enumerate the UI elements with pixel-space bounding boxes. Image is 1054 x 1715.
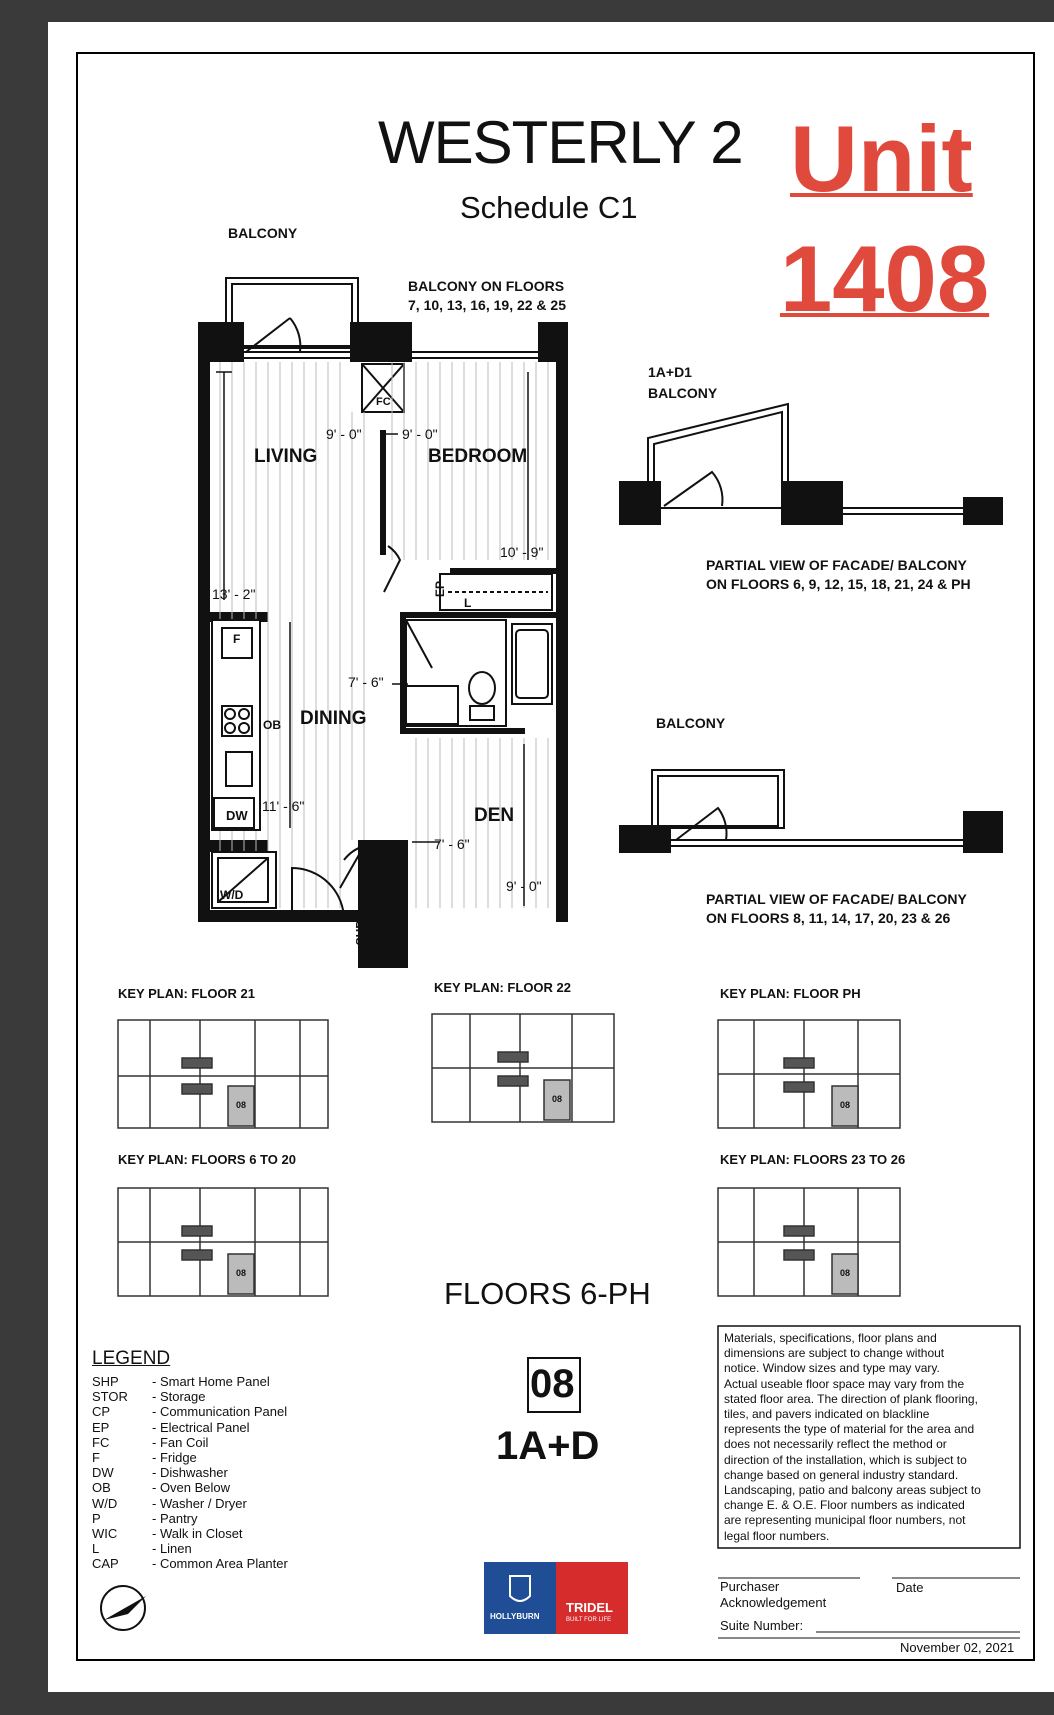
key-plan-floors-6-to-20	[118, 1188, 328, 1296]
legend-code: P	[92, 1510, 101, 1526]
disclaimer-line: dimensions are subject to change without	[724, 1346, 945, 1361]
fc-label: FC	[376, 396, 391, 408]
legend-description: - Dishwasher	[152, 1465, 228, 1481]
key-plan-floor-21	[118, 1020, 328, 1128]
disclaimer-line: change E. & O.E. Floor numbers as indicated	[724, 1498, 965, 1513]
d1-label: 1A+D1	[648, 364, 692, 380]
disclaimer-line: Materials, specifications, floor plans and	[724, 1331, 937, 1345]
hollyburn-wordmark: HOLLYBURN	[490, 1612, 540, 1621]
key-plan-floors-23-26-title: KEY PLAN: FLOORS 23 TO 26	[720, 1152, 906, 1167]
north-arrow-icon	[101, 1586, 146, 1630]
smart-home-panel-label: SHP	[353, 920, 368, 946]
tridel-wordmark: TRIDEL	[566, 1600, 613, 1615]
disclaimer-line: legal floor numbers.	[724, 1528, 830, 1543]
room-living: LIVING	[254, 446, 318, 467]
bathroom-fixtures	[406, 620, 552, 726]
legend-code: SHP	[92, 1374, 119, 1389]
hollyburn-logo	[484, 1562, 556, 1634]
room-den: DEN	[474, 805, 515, 826]
legend-code: EP	[92, 1419, 110, 1435]
balcony-floors-label: BALCONY ON FLOORS	[408, 278, 565, 294]
partial-view-1-floors: ON FLOORS 6, 9, 12, 15, 18, 21, 24 & PH	[706, 576, 971, 592]
legend-item	[92, 1496, 247, 1511]
legend-description: - Walk in Closet	[152, 1526, 243, 1541]
washer-dryer-label: W/D	[220, 888, 244, 902]
legend-description: - Electrical Panel	[152, 1419, 250, 1435]
disclaimer-line: tiles, and pavers indicated on blackline	[724, 1407, 930, 1422]
disclaimer-line: stated floor area. The direction of plank flooring,	[724, 1391, 978, 1406]
d1-balcony-label: BALCONY	[648, 385, 718, 401]
dim-living-length: 13' - 2"	[212, 586, 256, 602]
legend-description: - Linen	[152, 1541, 192, 1557]
legend-item	[92, 1389, 205, 1404]
legend-code: CP	[92, 1404, 111, 1420]
disclaimer-line: direction of the installation, which is subject to	[724, 1452, 967, 1467]
dim-den-width: 7' - 6"	[434, 836, 470, 852]
legend-code: WIC	[92, 1526, 118, 1541]
ep-label: EP	[433, 580, 448, 598]
legend-description: - Fan Coil	[152, 1434, 209, 1450]
key-plan-floor-22-title: KEY PLAN: FLOOR 22	[434, 980, 572, 995]
legend-code: F	[92, 1450, 100, 1465]
legend-code: DW	[92, 1465, 114, 1481]
linen-label: L	[464, 596, 472, 610]
partial-balcony-1	[620, 404, 1002, 524]
dishwasher-label: DW	[226, 808, 248, 823]
legend-description: - Smart Home Panel	[152, 1374, 270, 1389]
key-plan-floor-21-title: KEY PLAN: FLOOR 21	[118, 986, 256, 1001]
balcony-right-label: BALCONY	[656, 715, 726, 731]
legend-item	[92, 1465, 228, 1480]
purchaser-label: Purchaser	[720, 1579, 780, 1594]
legend-description: - Communication Panel	[152, 1404, 288, 1420]
linen-closet	[440, 574, 552, 610]
key-plan-floor-22	[432, 1014, 614, 1122]
dim-den-length: 9' - 0"	[506, 878, 542, 894]
dim-living-width: 9' - 0"	[326, 426, 362, 442]
legend-description: - Pantry	[152, 1510, 198, 1526]
issue-date: November 02, 2021	[900, 1640, 1015, 1655]
tridel-tagline: BUILT FOR LIFE	[566, 1617, 612, 1623]
floors-range-title: FLOORS 6-PH	[444, 1276, 651, 1311]
fridge-label: F	[233, 632, 241, 646]
legend-code: STOR	[92, 1389, 128, 1405]
legend-description: - Fridge	[152, 1450, 197, 1465]
partial-view-2-title: PARTIAL VIEW OF FACADE/ BALCONY	[706, 891, 967, 907]
acknowledgement-label: Acknowledgement	[720, 1595, 827, 1610]
legend-item	[92, 1541, 192, 1556]
dim-bedroom-length: 10' - 9"	[500, 544, 544, 560]
legend-code: L	[92, 1541, 100, 1557]
legend-code: CAP	[92, 1556, 119, 1572]
tridel-logo	[556, 1562, 628, 1634]
suite-type: 1A+D	[496, 1424, 600, 1468]
legend-description: - Oven Below	[152, 1480, 231, 1496]
legend-description: - Storage	[152, 1389, 206, 1405]
balcony-floors-list: 7, 10, 13, 16, 19, 22 & 25	[408, 297, 567, 313]
disclaimer-line: represents the type of material for the area and	[724, 1422, 975, 1437]
oven-label: OB	[263, 718, 281, 732]
legend-code: W/D	[92, 1495, 118, 1511]
dim-bedroom-width: 9' - 0"	[402, 426, 438, 442]
partial-view-2-floors: ON FLOORS 8, 11, 14, 17, 20, 23 & 26	[706, 910, 951, 926]
top-balcony	[226, 278, 358, 352]
key-plan-unit-tag: 08	[840, 1268, 851, 1278]
disclaimer-line: Actual useable floor space may vary from the	[724, 1376, 965, 1391]
unit-number: 1408	[780, 226, 990, 331]
suite-number-label: Suite Number:	[720, 1618, 804, 1633]
legend-item	[92, 1450, 197, 1465]
key-plan-floors-6-20-title: KEY PLAN: FLOORS 6 TO 20	[118, 1152, 296, 1167]
disclaimer-line: does not necessarily reflect the method or	[724, 1437, 947, 1452]
key-plan-unit-tag: 08	[236, 1100, 247, 1110]
legend-item	[92, 1374, 270, 1389]
legend-item	[92, 1404, 287, 1419]
room-bedroom: BEDROOM	[428, 446, 528, 467]
key-plan-floor-ph	[718, 1020, 900, 1128]
legend-item	[92, 1556, 288, 1571]
balcony-top-label: BALCONY	[228, 225, 298, 241]
partial-balcony-2	[620, 770, 1002, 852]
legend-item	[92, 1511, 198, 1526]
legend-description: - Washer / Dryer	[152, 1495, 247, 1511]
unit-word: Unit	[790, 106, 973, 211]
legend-item	[92, 1435, 208, 1450]
dim-dining-length: 11' - 6"	[262, 798, 305, 814]
key-plan-unit-tag: 08	[840, 1100, 851, 1110]
key-plan-unit-tag: 08	[236, 1268, 247, 1278]
dim-dining-width: 7' - 6"	[348, 674, 384, 690]
key-plan-unit-tag: 08	[552, 1094, 563, 1104]
key-plan-floors-23-to-26	[718, 1188, 900, 1296]
disclaimer-line: notice. Window sizes and type may vary.	[724, 1361, 940, 1376]
legend-description: - Common Area Planter	[152, 1556, 288, 1572]
date-label: Date	[896, 1580, 924, 1595]
disclaimer-text	[724, 1331, 981, 1544]
disclaimer-line: Landscaping, patio and balcony areas subject to	[724, 1483, 981, 1498]
room-dining: DINING	[300, 708, 367, 729]
legend-item	[92, 1526, 243, 1541]
legend-code: FC	[92, 1434, 110, 1450]
schedule-title: Schedule C1	[460, 190, 638, 225]
legend-code: OB	[92, 1480, 111, 1496]
legend-item	[92, 1480, 230, 1495]
comm-panel-label: CP	[372, 888, 389, 902]
legend-title: LEGEND	[92, 1348, 171, 1369]
suite-number: 08	[530, 1362, 575, 1406]
brand-title: WESTERLY 2	[378, 109, 743, 176]
disclaimer-line: change based on general industry standard.	[724, 1467, 959, 1482]
disclaimer-line: are representing municipal floor numbers, not	[724, 1513, 966, 1528]
key-plan-floor-ph-title: KEY PLAN: FLOOR PH	[720, 986, 861, 1001]
kitchen-counter	[212, 620, 260, 830]
partial-view-1-title: PARTIAL VIEW OF FACADE/ BALCONY	[706, 557, 967, 573]
legend-item	[92, 1420, 250, 1435]
